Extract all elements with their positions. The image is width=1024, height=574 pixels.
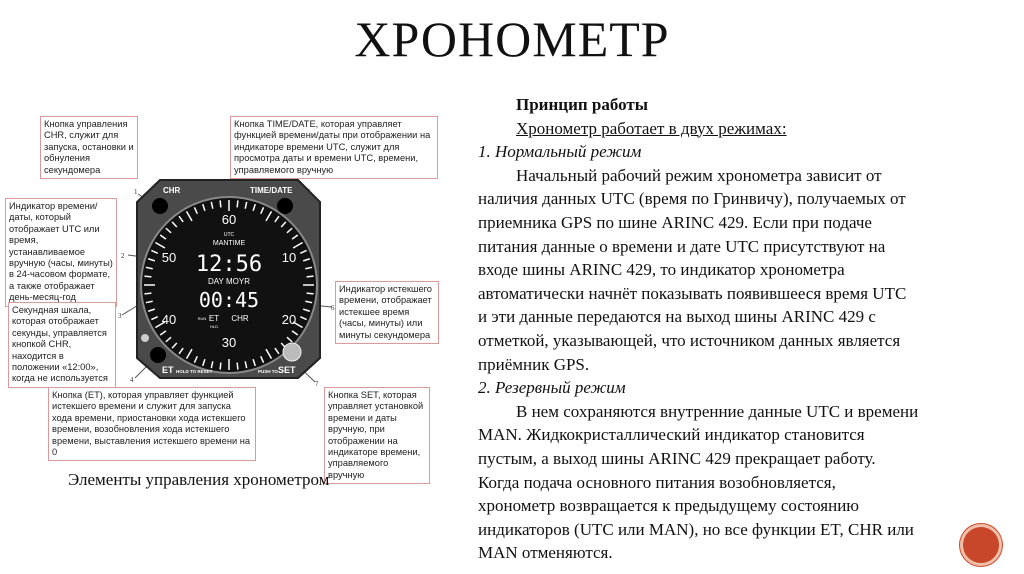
elapsed-time-display: 00:45 xyxy=(198,288,260,312)
seconds-tick xyxy=(144,293,151,294)
seconds-tick xyxy=(144,276,151,277)
text-line: входе шины ARINC 429, то индикатор хронометра xyxy=(478,260,845,280)
text-line: хронометр возвращается к предыдущему состоянию xyxy=(478,496,859,516)
text-line: приёмник GPS. xyxy=(478,354,590,374)
slide-title: ХРОНОМЕТР xyxy=(354,11,670,67)
scale-10: 10 xyxy=(281,250,297,265)
hld-label: HLD xyxy=(209,324,219,329)
callout-elapsed-indicator: Индикатор истекшего времени, отображает истекшее время (часы, минуты) или минуты секундомера xyxy=(335,281,439,344)
text-line: отметкой, указывающей, что источником данных является xyxy=(478,330,901,350)
callout-timedate-button: Кнопка TIME/DATE, которая управляет функцией времени/даты при отображении на индикаторе времени UTC, служит для просмотра даты и времени UTC, времени, управляемого вручную xyxy=(230,116,438,179)
text-line: питания данные о времени и дате UTC присутствуют на xyxy=(478,236,886,256)
diagram-caption: Элементы управления хронометром xyxy=(68,470,330,489)
push-label: PUSH TO xyxy=(258,369,278,374)
daymoyr-label: DAY MOYR xyxy=(208,277,250,286)
marker-1: 1 xyxy=(134,188,138,196)
scale-30: 30 xyxy=(221,335,237,350)
marker-7: 7 xyxy=(315,380,319,388)
text-line: пустым, а выход шины ARINC 429 прекращает работу. xyxy=(478,448,876,468)
text-line: приемника GPS по шине ARINC 429. Если при подаче xyxy=(478,212,872,232)
text-line: наличия данных UTC (время по Гринвичу), получаемых от xyxy=(478,189,906,209)
timedate-button[interactable] xyxy=(277,198,293,214)
heading: Принцип работы xyxy=(516,95,649,114)
mode2-title: 2. Резервный режим xyxy=(478,378,626,398)
utc-time-display: 12:56 xyxy=(195,252,263,277)
seconds-tick xyxy=(307,293,314,294)
text-line: Когда подача основного питания возобновляется, xyxy=(478,472,836,492)
callout-chr-button: Кнопка управления CHR, служит для запуска, остановки и обнуления секундомера xyxy=(40,116,138,179)
callout-time-indicator: Индикатор времени/даты, который отображает UTC или время, устанавливаемое вручную (часы, минуты) в 24-часовом формате, а также отображает день-месяц-год xyxy=(5,198,117,307)
timedate-label: TIME/DATE xyxy=(250,186,293,195)
chr-button[interactable] xyxy=(152,198,168,214)
scale-60: 60 xyxy=(221,212,237,227)
marker-4: 4 xyxy=(130,376,134,384)
et-label: ET xyxy=(162,365,174,375)
mantime-label: MANTIME xyxy=(212,240,246,247)
scale-20: 20 xyxy=(281,312,297,327)
light-icon xyxy=(141,334,149,342)
chr-indicator: CHR xyxy=(231,314,249,323)
run-label: RUN xyxy=(197,316,207,321)
et-button[interactable] xyxy=(150,347,166,363)
seconds-tick xyxy=(237,363,238,370)
set-label: SET xyxy=(278,365,296,375)
text-line: и эти данные передаются на выход шины ARINC 429 с xyxy=(478,307,876,327)
nav-button[interactable] xyxy=(960,524,1002,566)
scale-40: 40 xyxy=(161,312,177,327)
callout-seconds-scale: Секундная шкала, которая отображает секунды, управляется кнопкой CHR, находится в положении «12:00», когда не используется xyxy=(8,302,116,388)
text-line: MAN. Жидкокристаллический индикатор становится xyxy=(478,425,865,445)
chronometer-diagram xyxy=(0,0,450,460)
text-line: В нем сохраняются внутренние данные UTC и времени xyxy=(516,401,919,421)
text-line: MAN отменяются. xyxy=(478,543,613,563)
subheading: Хронометр работает в двух режимах: xyxy=(516,118,787,138)
utc-label: UTC xyxy=(223,232,235,238)
marker-6: 6 xyxy=(331,304,335,312)
seconds-tick xyxy=(237,200,238,207)
marker-5: 5 xyxy=(307,188,311,196)
callout-et-button: Кнопка (ET), которая управляет функцией истекшего времени и служит для запуска хода времени, приостановки хода истекшего времени, возобновления хода истекшего времени, выставления истекшего времени на 0 xyxy=(48,387,256,461)
marker-3: 3 xyxy=(118,312,122,320)
text-line: Начальный рабочий режим хронометра зависит от xyxy=(516,165,882,185)
text-body xyxy=(478,93,1008,565)
text-line: индикаторов (UTC или MAN), но все функции ET, CHR или xyxy=(478,519,914,539)
text-line: автоматически начнёт показывать появившееся время UTC xyxy=(478,283,907,303)
seconds-tick xyxy=(220,200,221,207)
seconds-tick xyxy=(307,276,314,277)
mode1-title: 1. Нормальный режим xyxy=(478,142,642,162)
chr-label: CHR xyxy=(163,186,181,195)
seconds-tick xyxy=(220,363,221,370)
set-knob[interactable] xyxy=(283,343,301,361)
marker-2: 2 xyxy=(121,252,125,260)
hold-label: HOLD TO RESET xyxy=(176,369,213,374)
scale-50: 50 xyxy=(161,250,177,265)
callout-set-button: Кнопка SET, которая управляет установкой времени и даты вручную, при отображении на индикаторе времени, управляемого вручную xyxy=(324,387,430,484)
et-indicator: ET xyxy=(208,314,220,323)
